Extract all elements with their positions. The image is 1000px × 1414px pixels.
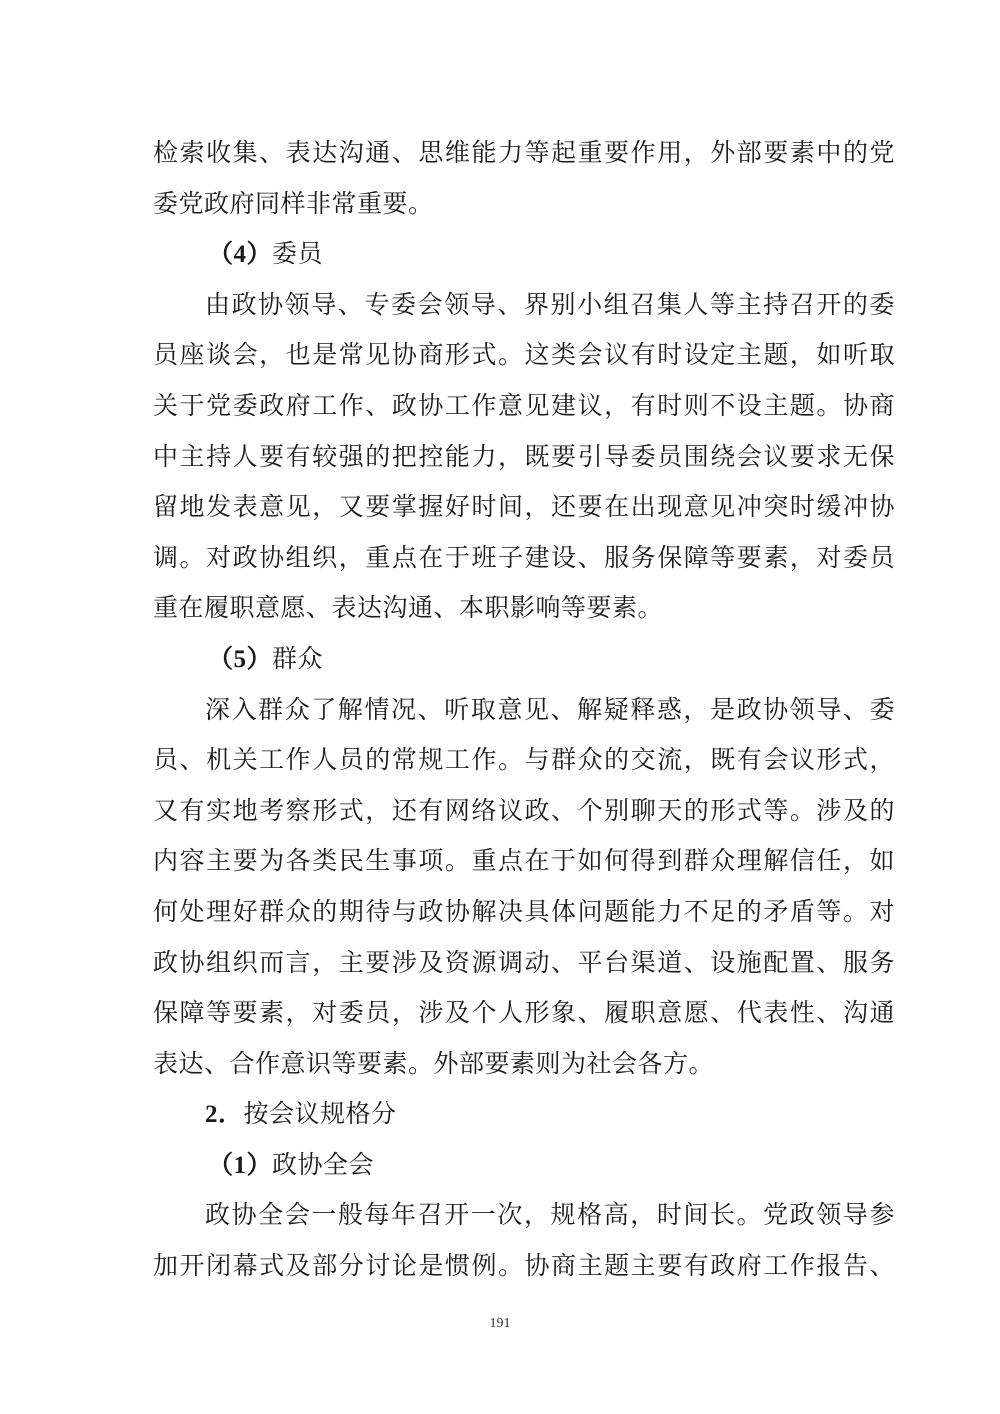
subheading-masses [153, 634, 895, 685]
subheading-text: 群众 [272, 643, 324, 673]
paragraph-line: 重在履职意愿、表达沟通、本职影响等要素。 [153, 593, 664, 623]
paragraph-line: 委党政府同样非常重要。 [153, 188, 434, 218]
page-number: 191 [489, 1316, 511, 1331]
subheading-number: （5） [208, 645, 273, 673]
subheading-plenary-session [153, 1140, 895, 1191]
paragraph-line: 深入群众了解情况、听取意见、解疑释惑，是政协领导、委 [205, 694, 895, 724]
paragraph-line: 留地发表意见，又要掌握好时间，还要在出现意见冲突时缓冲协 [153, 492, 895, 522]
paragraph-line: 员、机关工作人员的常规工作。与群众的交流，既有会议形式， [153, 745, 895, 775]
paragraph-line: 检索收集、表达沟通、思维能力等起重要作用，外部要素中的党 [153, 138, 895, 167]
subheading-committee-members [153, 229, 895, 280]
paragraph-line: 调。对政协组织，重点在于班子建设、服务保障等要素，对委员 [153, 542, 895, 572]
paragraph-line: 员座谈会，也是常见协商形式。这类会议有时设定主题，如听取 [153, 340, 895, 370]
paragraph-line: 关于党委政府工作、政协工作意见建议，有时则不设主题。协商 [153, 390, 895, 420]
subheading-text: 政协全会 [272, 1149, 375, 1179]
paragraph-line: 加开闭幕式及部分讨论是惯例。协商主题主要有政府工作报告、 [153, 1251, 895, 1281]
heading-text: 按会议规格分 [243, 1099, 397, 1129]
paragraph-line: 由政协领导、专委会领导、界别小组召集人等主持召开的委 [205, 289, 895, 319]
paragraph-line: 表达、合作意识等要素。外部要素则为社会各方。 [153, 1048, 715, 1078]
paragraph-line: 保障等要素，对委员，涉及个人形象、履职意愿、代表性、沟通 [153, 998, 895, 1028]
paragraph-line: 内容主要为各类民生事项。重点在于如何得到群众理解信任，如 [153, 846, 895, 876]
paragraph-line: 政协全会一般每年召开一次，规格高，时间长。党政领导参 [205, 1200, 895, 1230]
subheading-number: （1） [208, 1151, 273, 1179]
section-heading [153, 1089, 895, 1140]
paragraph-line: 中主持人要有较强的把控能力，既要引导委员围绕会议要求无保 [153, 441, 895, 471]
heading-number: 2． [205, 1101, 244, 1129]
subheading-text: 委员 [272, 239, 324, 269]
body-text [153, 128, 895, 1292]
paragraph-line: 何处理好群众的期待与政协解决具体问题能力不足的矛盾等。对 [153, 896, 895, 926]
subheading-number: （4） [208, 241, 273, 269]
paragraph-line: 政协组织而言，主要涉及资源调动、平台渠道、设施配置、服务 [153, 947, 895, 977]
paragraph-line: 又有实地考察形式，还有网络议政、个别聊天的形式等。涉及的 [153, 795, 895, 825]
